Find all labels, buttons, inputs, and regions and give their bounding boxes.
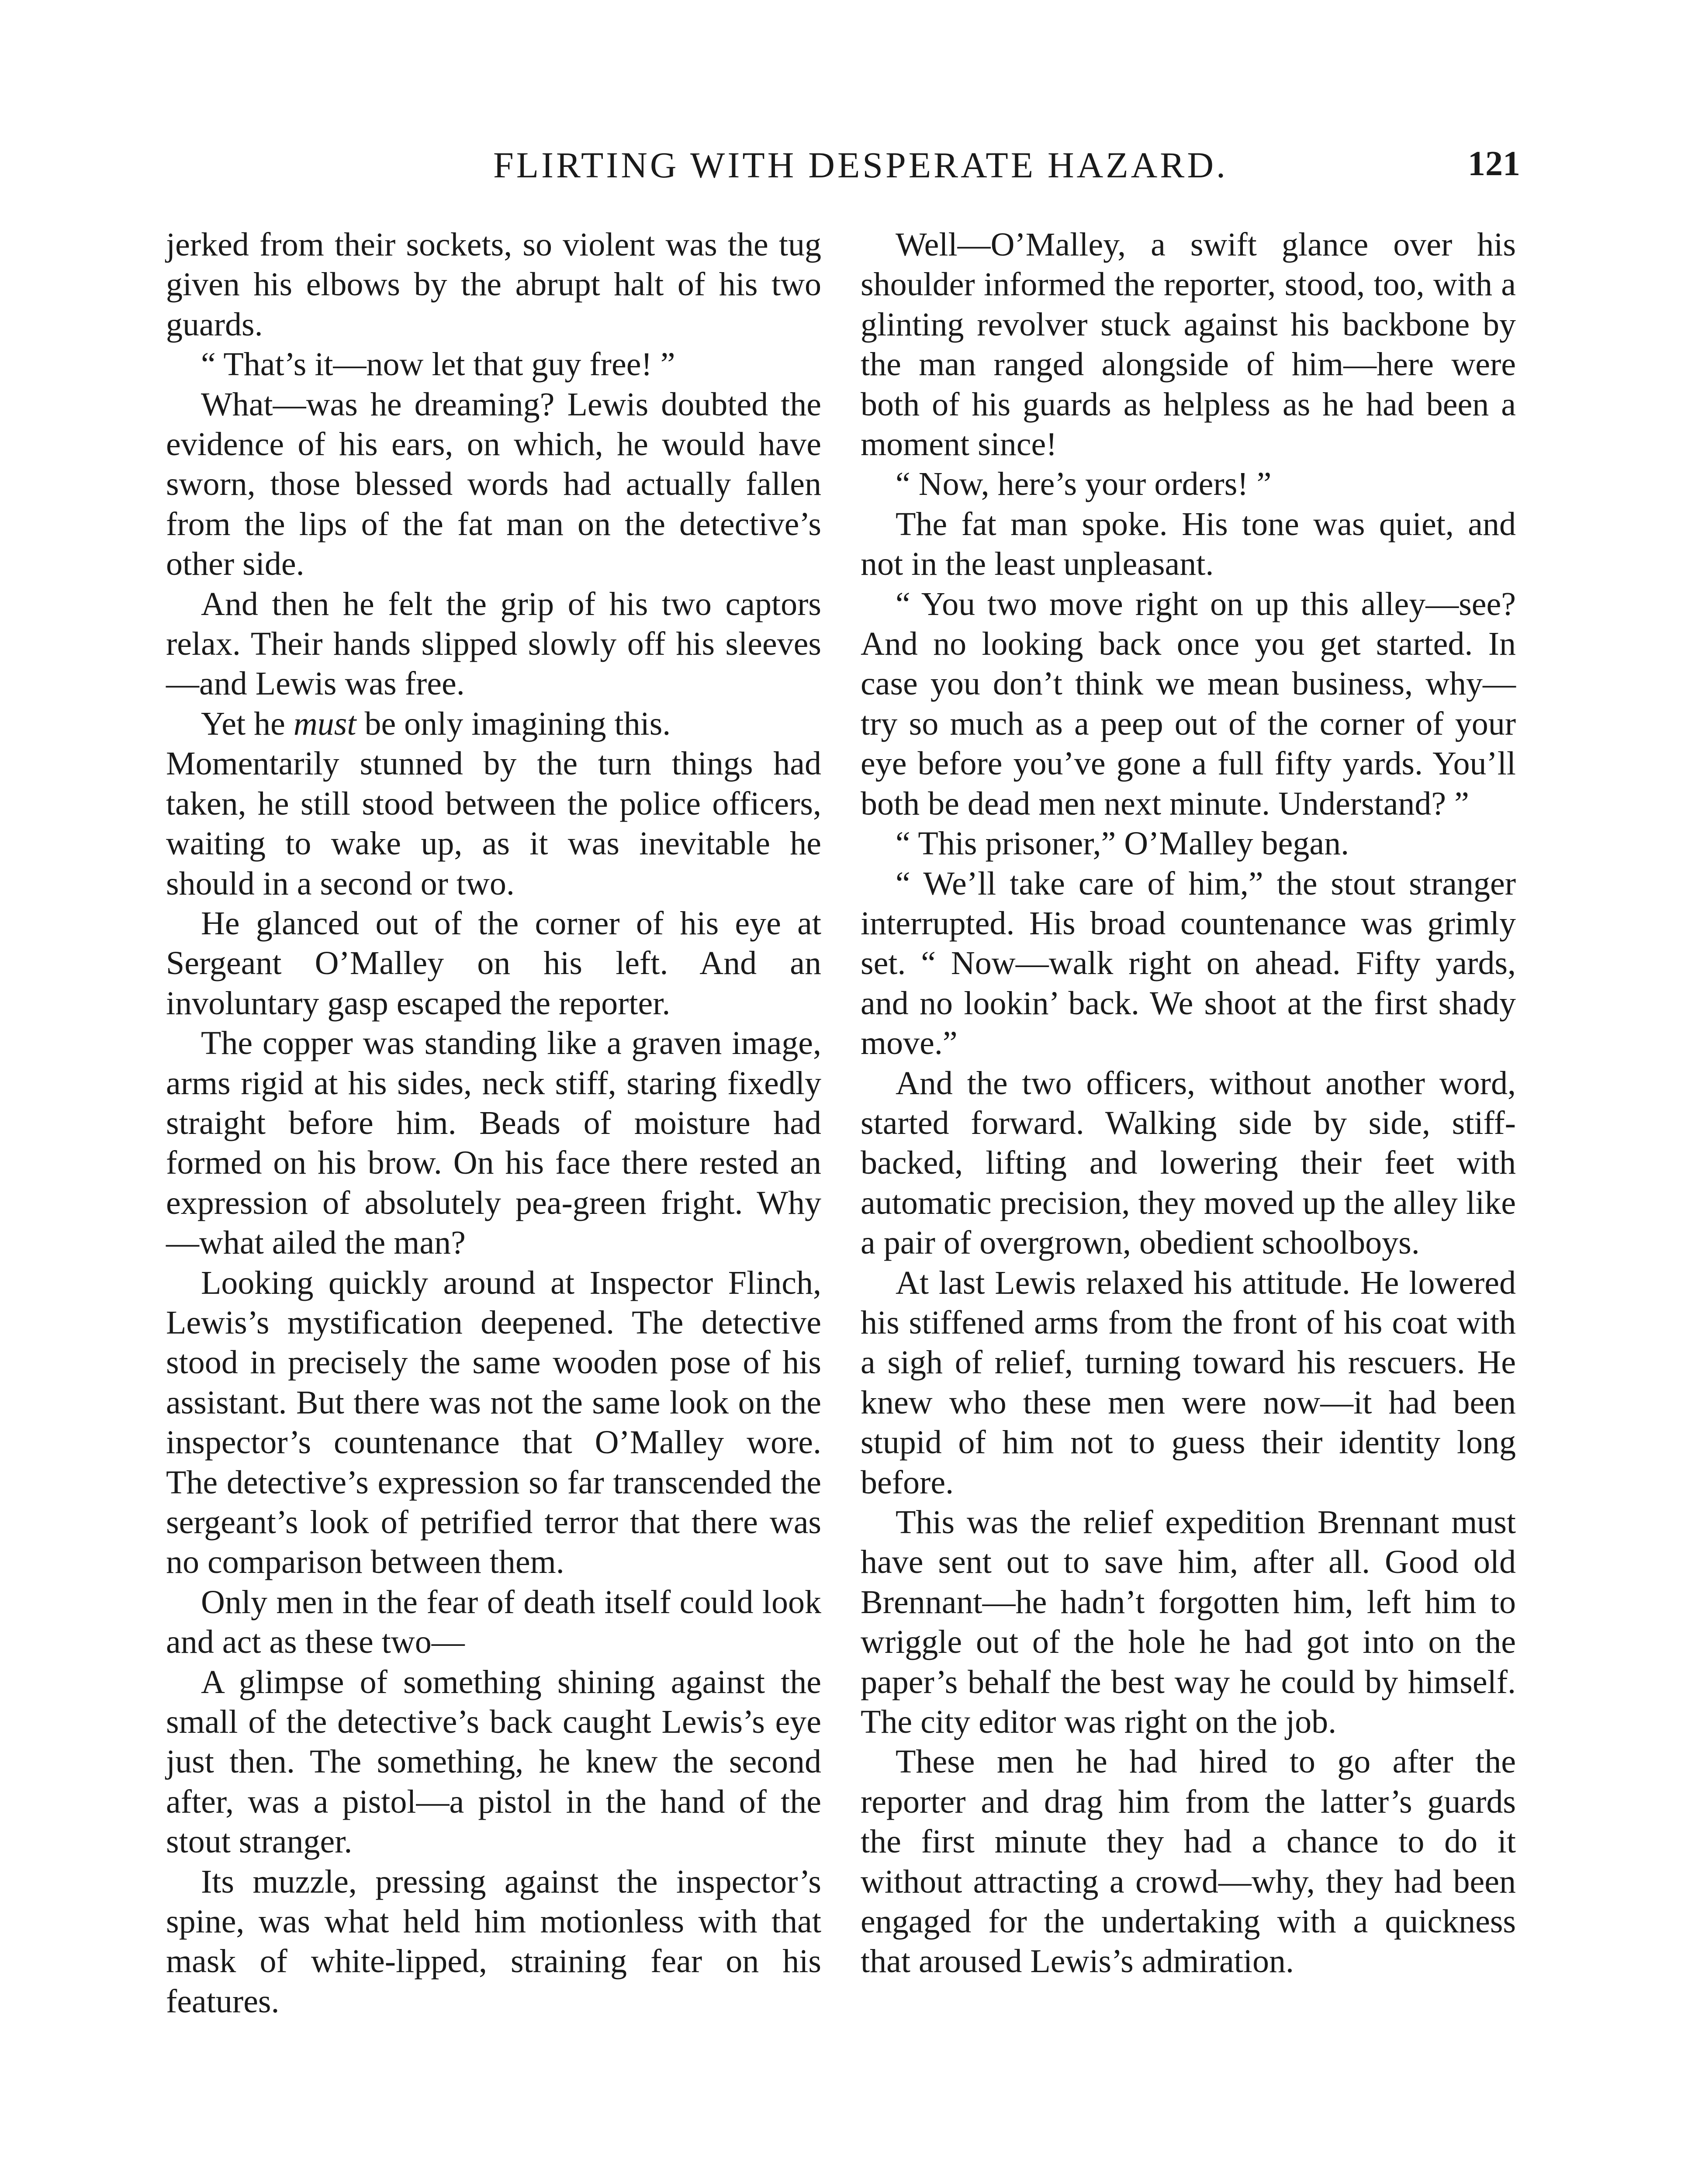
emphasis-text: must (293, 705, 356, 742)
paragraph: The fat man spoke. His tone was quiet, and not in the least unpleasant. (861, 505, 1516, 583)
paragraph-must (166, 704, 821, 744)
paragraph: A glimpse of something shining against the small of the detective’s back caught Lewis’s eye just then. The something, he knew the second after, was a pistol—a pistol in the hand of the stout stranger. (166, 1663, 821, 1860)
running-title: FLIRTING WITH DESPERATE HAZARD. (493, 145, 1228, 186)
paragraph: “ Now, here’s your orders! ” (896, 466, 1272, 503)
paragraph: Well—O’Malley, a swift glance over his shoulder informed the reporter, stood, too, with a glinting revolver stuck against his backbone by the man ranged alongside of him—here were both of his guards as helpless as he had been a moment since! (861, 226, 1516, 463)
paragraph: Looking quickly around at Inspector Flinch, Lewis’s mystification deepened. The detective stood in precisely the same wooden pose of his assistant. But there was not the same look on the inspector’s countenance that O’Malley wore. The detective’s expression so far transcended the sergeant’s look of petrified terror that there was no comparison between them. (166, 1264, 821, 1581)
paragraph: Only men in the fear of death itself could look and act as these two— (166, 1583, 821, 1661)
paragraph: At last Lewis relaxed his attitude. He lowered his stiffened arms from the front of his coat with a sigh of relief, turning toward his rescuers. He knew who these men were now—it had been stupid of him not to guess their identity long before. (861, 1264, 1516, 1501)
paragraph-text: Yet he (201, 705, 294, 742)
paragraph: “ We’ll take care of him,” the stout stranger interrupted. His broad countenance was grimly set. “ Now—walk right on ahead. Fifty yards, and no lookin’ back. We shoot at the first shady move.” (861, 865, 1516, 1062)
paragraph: Momentarily stunned by the turn things had taken, he still stood between the police officers, waiting to wake up, as it was inevitable he should in a second or two. (166, 745, 821, 902)
left-column (166, 225, 821, 2022)
right-column (861, 225, 1516, 1982)
paragraph: And the two officers, without another word, started forward. Walking side by side, stiff-backed, lifting and lowering their feet with automatic precision, they moved up the alley like a pair of overgrown, obedient schoolboys. (861, 1064, 1516, 1261)
paragraph: The copper was standing like a graven image, arms rigid at his sides, neck stiff, staring fixedly straight before him. Beads of moisture had formed on his brow. On his face there rested an expression of absolutely pea-green fright. Why—what ailed the man? (166, 1025, 821, 1261)
paragraph: What—was he dreaming? Lewis doubted the evidence of his ears, on which, he would have sworn, those blessed words had actually fallen from the lips of the fat man on the detective’s other side. (166, 386, 821, 583)
paragraph: “ This prisoner,” O’Malley began. (896, 825, 1349, 862)
paragraph-text: be only imagining this. (356, 705, 671, 742)
paragraph: These men he had hired to go after the reporter and drag him from the latter’s guards the first minute they had a chance to do it without attracting a crowd—why, they had been engaged for the undertaking with a quickness that aroused Lewis’s admiration. (861, 1743, 1516, 1980)
paragraph: “ You two move right on up this alley—see? And no looking back once you get started. In case you don’t think we mean business, why—try so much as a peep out of the corner of your eye before you’ve gone a full fifty yards. You’ll both be dead men next minute. Understand? ” (861, 585, 1516, 822)
paragraph: And then he felt the grip of his two captors relax. Their hands slipped slowly off his sleeves—and Lewis was free. (166, 585, 821, 702)
paragraph: He glanced out of the corner of his eye at Sergeant O’Malley on his left. And an involuntary gasp escaped the reporter. (166, 905, 821, 1022)
paragraph: “ That’s it—now let that guy free! ” (201, 346, 675, 383)
page-header (0, 144, 1688, 192)
page-number: 121 (1468, 145, 1520, 183)
paragraph: jerked from their sockets, so violent was the tug given his elbows by the abrupt halt of his two guards. (166, 226, 821, 343)
paragraph: This was the relief expedition Brennant must have sent out to save him, after all. Good old Brennant—he hadn’t forgotten him, left him to wriggle out of the hole he had got into on the paper’s behalf the best way he could by himself. The city editor was right on the job. (861, 1504, 1516, 1741)
paragraph: Its muzzle, pressing against the inspector’s spine, was what held him motionless with that mask of white-lipped, straining fear on his features. (166, 1863, 821, 2020)
